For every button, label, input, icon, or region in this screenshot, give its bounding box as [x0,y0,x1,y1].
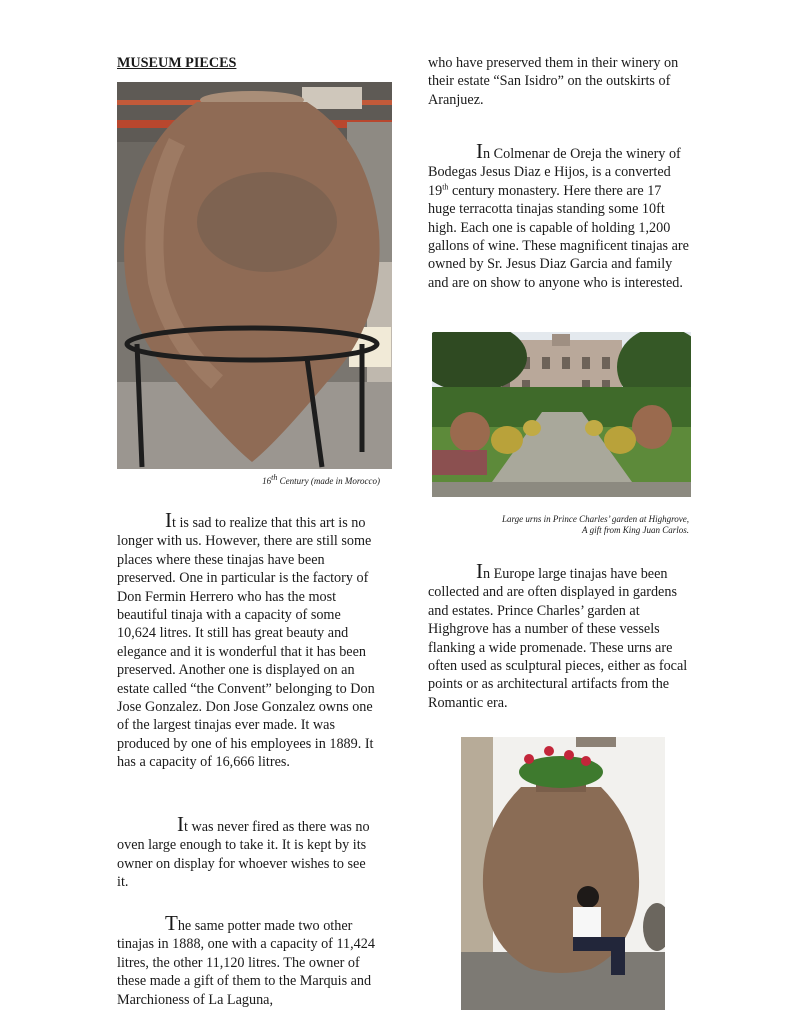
page-title: MUSEUM PIECES [117,55,237,71]
right-column [428,54,692,109]
paragraph-san-isidro: who have preserved them in their winery on their estate “San Isidro” on the outskirts of Aranjuez. [428,55,679,108]
left-body-2 [117,812,379,892]
woman-with-urn-photo [461,737,665,1010]
paragraph-preserved: It is sad to realize that this art is no longer with us. However, there are still some places where these tinajas have been preserved. One in particular is the factory of Don Fermin Herrero who has the most beautiful tinaja with a capacity of some 10,624 litres. It still has great beauty and elegance and it is wonderful that it has been preserved. Another one is displayed on an estate called “the Convent” belonging to Don Jose Gonzalez. Don Jose Gonzalez owns one of the largest tinajas ever made. It was produced by one of his employees in 1889. It has a capacity of 16,666 litres. [117,508,375,771]
left-column [117,54,379,78]
photo-caption-morocco: 16th Century (made in Morocco) [262,473,380,486]
right-body-1 [428,139,692,292]
paragraph-never-fired: It was never fired as there was no oven large enough to take it. It is kept by its owner on display for whoever wishes to see it. [117,812,370,891]
photo-caption-highgrove: Large urns in Prince Charles’ garden at Highgrove, A gift from King Juan Carlos. [502,514,689,535]
left-body [117,508,379,772]
right-body-2 [428,559,692,712]
tinaja-photo-morocco [117,82,392,469]
left-body-3 [117,911,379,1009]
paragraph-two-other: The same potter made two other tinajas in 1888, one with a capacity of 11,424 litres, the other 11,120 litres. The owner of these made a gift of them to the Marquis and Marchioness of La Laguna, [117,911,375,1008]
paragraph-europe: In Europe large tinajas have been collected and are often displayed in gardens and estates. Prince Charles’ garden at Highgrove has a number of these vessels flanking a wide promenade. These urns are often used as sculptural pieces, either as focal points or as architectural artifacts from the Romantic era. [428,559,688,711]
highgrove-garden-photo [432,332,691,497]
paragraph-colmenar: In Colmenar de Oreja the winery of Bodegas Jesus Diaz e Hijos, is a converted 19th century monastery. Here there are 17 huge terracotta tinajas standing some 10ft high. Each one is capable of holding 1,200 gallons of wine. These magnificent tinajas are owned by Sr. Jesus Diaz Garcia and family and are on show to anyone who is interested. [428,139,689,291]
